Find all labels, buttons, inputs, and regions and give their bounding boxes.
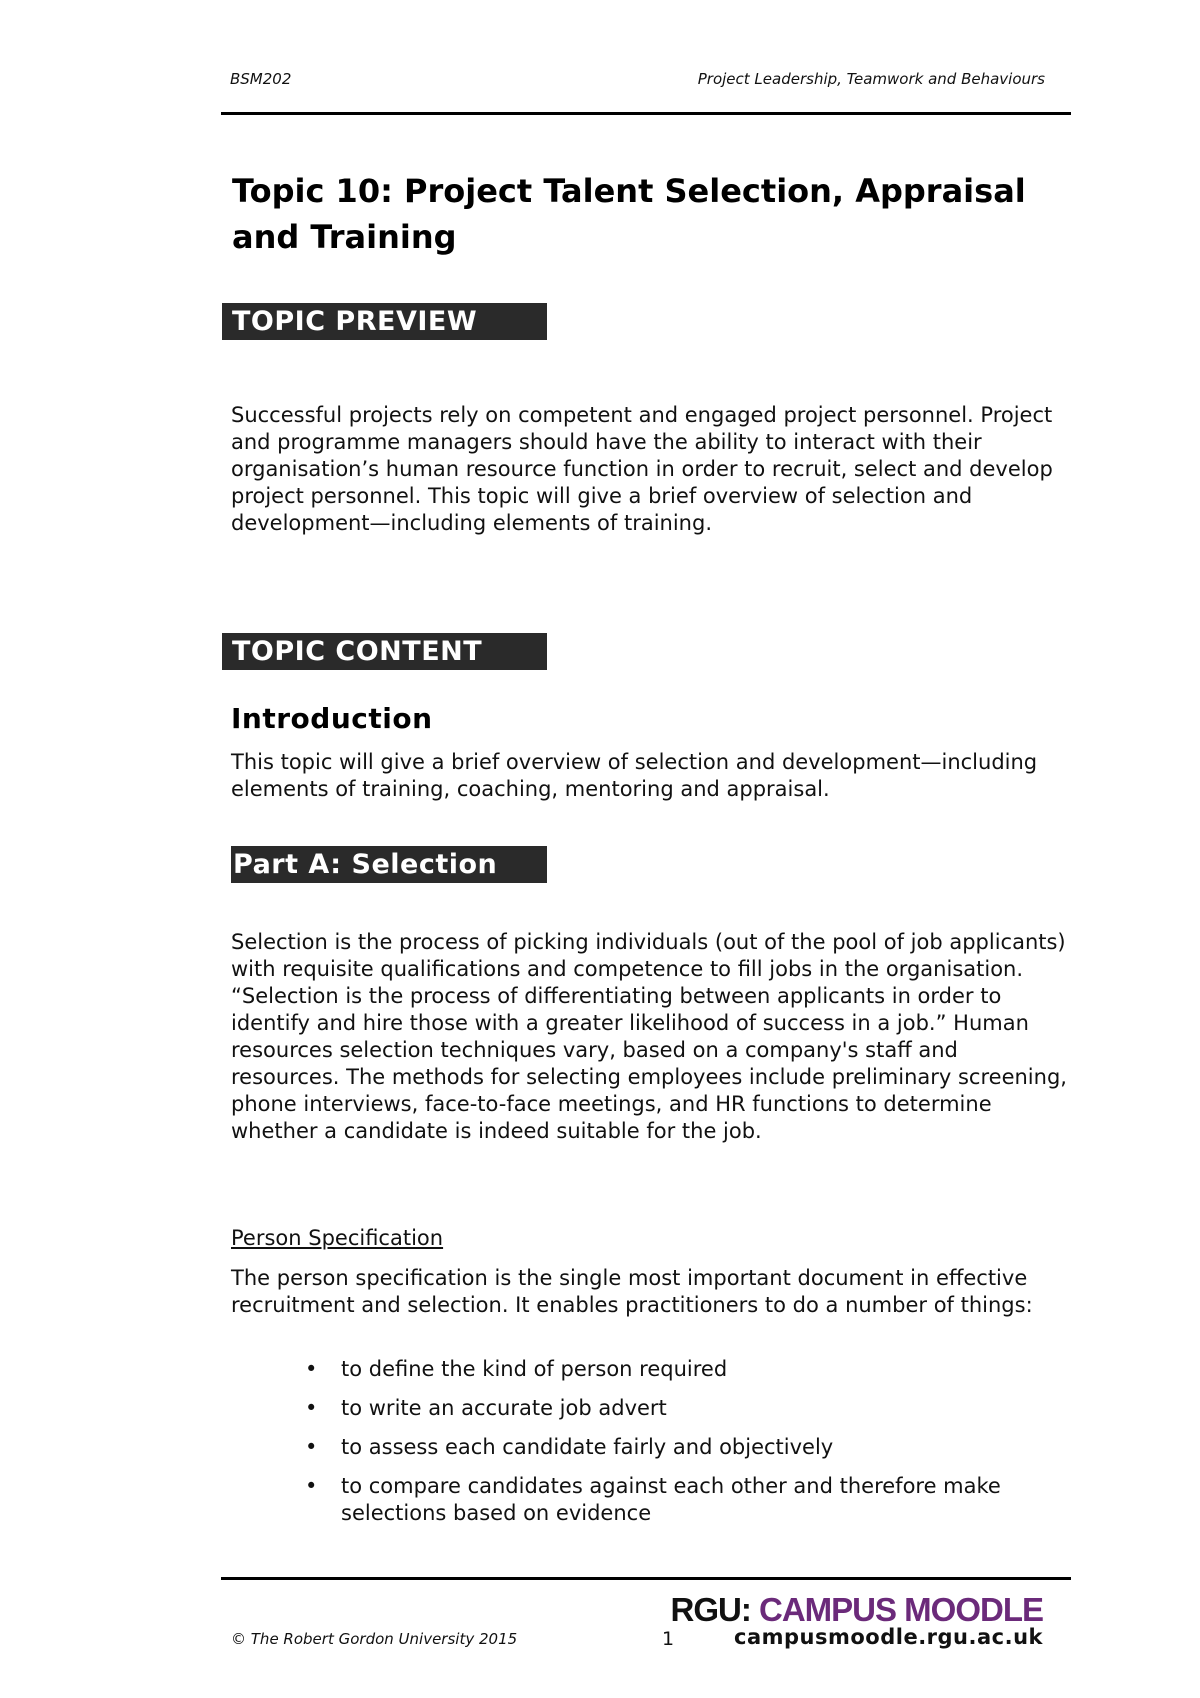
logo-rgu-text: RGU: xyxy=(670,1591,751,1628)
list-item xyxy=(305,1395,1065,1422)
list-item xyxy=(305,1356,1065,1383)
list-item-text: to write an accurate job advert xyxy=(341,1396,667,1420)
introduction-heading: Introduction xyxy=(231,702,433,735)
bullet-icon: • xyxy=(305,1396,318,1420)
page-title: Topic 10: Project Talent Selection, Appraisal and Training xyxy=(232,172,1026,256)
section-bar-topic-preview: TOPIC PREVIEW xyxy=(222,303,547,340)
footer-copyright: © The Robert Gordon University 2015 xyxy=(231,1630,518,1648)
bullet-icon: • xyxy=(305,1357,318,1381)
page-number: 1 xyxy=(662,1628,675,1650)
header-course-code: BSM202 xyxy=(230,70,292,88)
section-bar-topic-content: TOPIC CONTENT xyxy=(222,633,547,670)
list-item-text: to compare candidates against each other and therefore make selections based on evidence xyxy=(341,1474,1001,1525)
header-course-title: Project Leadership, Teamwork and Behaviours xyxy=(697,70,1045,88)
person-specification-paragraph: The person specification is the single most important document in effective recruitment and selection. It enables practitioners to do a number of things: xyxy=(231,1266,1033,1317)
bullet-icon: • xyxy=(305,1435,318,1459)
bullet-icon: • xyxy=(305,1474,318,1498)
list-item xyxy=(305,1434,1065,1461)
introduction-paragraph: This topic will give a brief overview of selection and development—including elements of training, coaching, mentoring and appraisal. xyxy=(231,750,1038,801)
header-rule xyxy=(221,112,1071,115)
logo-campus-moodle-text: CAMPUS MOODLE xyxy=(759,1591,1043,1628)
person-specification-heading: Person Specification xyxy=(231,1226,444,1250)
logo-url: campusmoodle.rgu.ac.uk xyxy=(734,1625,1043,1649)
campus-moodle-logo xyxy=(671,1591,1044,1629)
footer-rule xyxy=(221,1577,1071,1580)
list-item-text: to assess each candidate fairly and objectively xyxy=(341,1435,834,1459)
selection-paragraph: Selection is the process of picking individuals (out of the pool of job applicants) with requisite qualifications and competence to fill jobs in the organisation. “Selection is the process of differentiating between applicants in order to identify and hire those with a greater likelihood of success in a job.” Human resources selection techniques vary, based on a company's staff and resources. The methods for selecting employees include preliminary screening, phone interviews, face-to-face meetings, and HR functions to determine whether a candidate is indeed suitable for the job. xyxy=(231,930,1067,1143)
section-bar-part-a-selection: Part A: Selection xyxy=(231,846,547,883)
list-item-text: to define the kind of person required xyxy=(341,1357,728,1381)
person-specification-list xyxy=(305,1356,1065,1539)
list-item xyxy=(305,1473,1065,1527)
preview-paragraph: Successful projects rely on competent and engaged project personnel. Project and programme managers should have the ability to interact with their organisation’s human resource function in order to recruit, select and develop project personnel. This topic will give a brief overview of selection and development—including elements of training. xyxy=(231,403,1053,535)
